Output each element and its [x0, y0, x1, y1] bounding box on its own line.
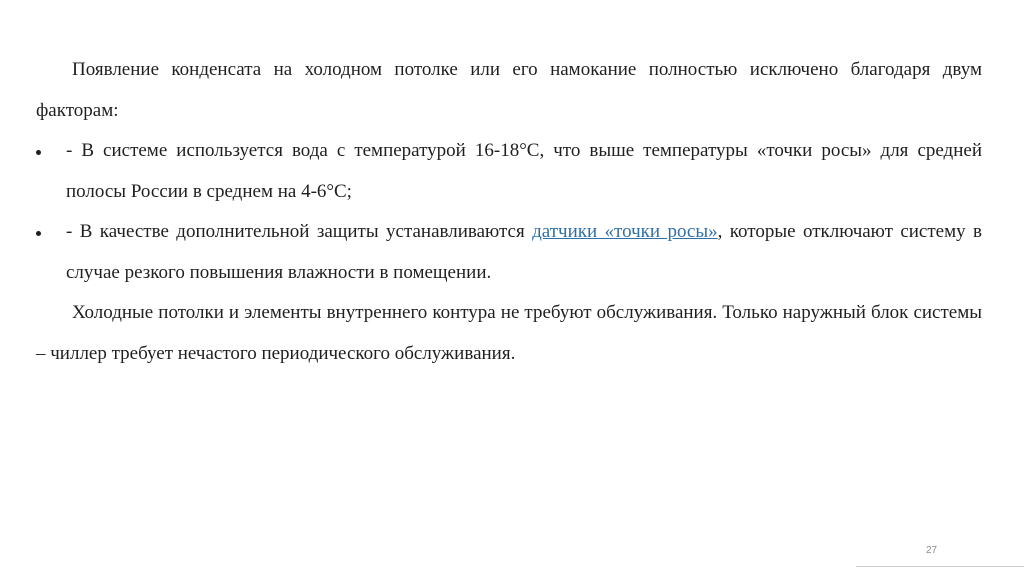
page-number: 27 [926, 545, 938, 556]
slide-body [36, 50, 982, 374]
bullet-item-dew-point-sensors [36, 212, 982, 293]
closing-paragraph: Холодные потолки и элементы внутреннего контура не требуют обслуживания. Только наружный блок системы – чиллер требует нечастого периодического обслуживания. [36, 302, 982, 364]
footer-divider [856, 566, 1024, 567]
bullet-dot-icon [36, 231, 41, 236]
dew-point-sensors-link[interactable]: датчики «точки росы» [532, 221, 718, 242]
bullet-text-suffix: , которые отключают систему в случае резкого повышения влажности в помещении. [66, 221, 982, 283]
bullet-text-prefix: - В качестве дополнительной защиты устанавливаются [66, 221, 533, 242]
intro-paragraph: Появление конденсата на холодном потолке или его намокание полностью исключено благодаря двум факторам: [36, 59, 982, 121]
bullet-item-water-temperature [36, 131, 982, 212]
bullet-text: - В системе используется вода с температурой 16-18°С, что выше температуры «точки росы» для средней полосы России в среднем на 4-6°С; [66, 140, 982, 202]
bullet-dot-icon [36, 150, 41, 155]
